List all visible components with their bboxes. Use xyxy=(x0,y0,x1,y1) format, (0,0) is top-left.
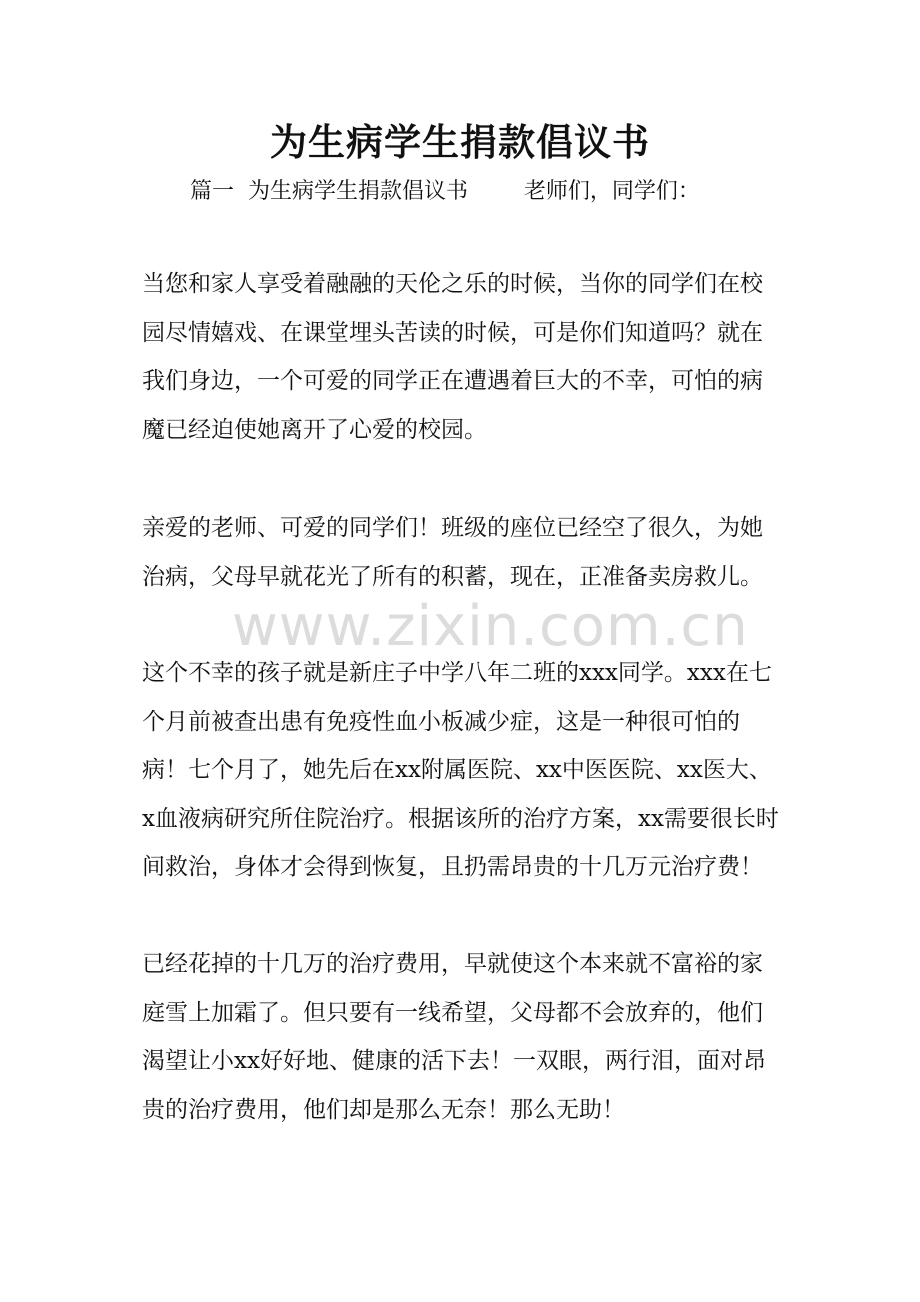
watermark: www.zixin.com.cn xyxy=(232,594,749,659)
paragraph-4: 已经花掉的十几万的治疗费用，早就使这个本来就不富裕的家庭雪上加霜了。但只要有一线希望，父母都不会放弃的，他们渴望让小xx好好地、健康的活下去！一双眼，两行泪，面对昂贵的治疗费用，他们却是那么无奈！那么无助！ xyxy=(142,951,766,1123)
paragraph-1: 当您和家人享受着融融的天伦之乐的时候，当你的同学们在校园尽情嬉戏、在课堂埋头苦读的时候，可是你们知道吗？就在我们身边，一个可爱的同学正在遭遇着巨大的不幸，可怕的病魔已经迫使她离开了心爱的校园。 xyxy=(142,271,763,443)
document-title: 为生病学生捐款倡议书 xyxy=(270,120,650,164)
paragraph-3: 这个不幸的孩子就是新庄子中学八年二班的xxx同学。xxx在七个月前被查出患有免疫性血小板减少症，这是一种很可怕的病！七个月了，她先后在xx附属医院、xx中医医院、xx医大、x血液病研究所住院治疗。根据该所的治疗方案，xx需要很长时间救治，身体才会得到恢复，且扔需昂贵的十几万元治疗费！ xyxy=(142,660,779,880)
paragraph-2: 亲爱的老师、可爱的同学们！班级的座位已经空了很久，为她治病，父母早就花光了所有的积蓄，现在，正准备卖房救儿。 xyxy=(142,515,763,590)
document-subtitle: 篇一 为生病学生捐款倡议书 老师们，同学们： xyxy=(190,179,700,204)
